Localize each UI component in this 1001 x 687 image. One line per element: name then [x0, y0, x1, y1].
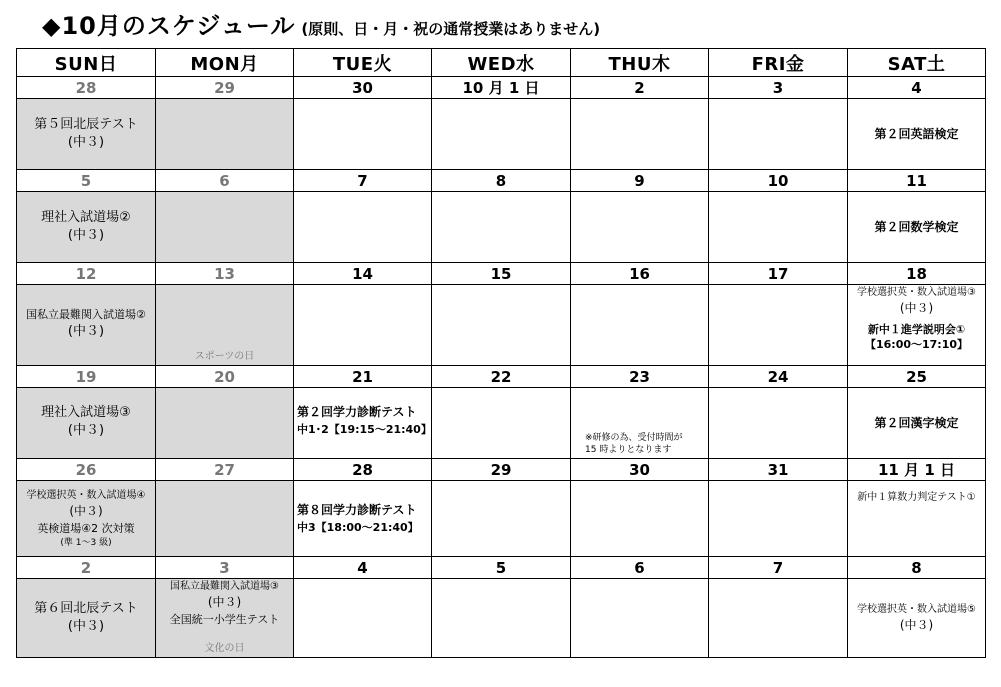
event-cell — [17, 192, 156, 263]
date-cell: 31 — [709, 459, 848, 481]
date-cell: 18 — [848, 263, 986, 285]
event-cell — [571, 579, 709, 658]
weekday-header-fri: FRI金 — [709, 49, 848, 77]
event-cell — [17, 579, 156, 658]
event-text: 全国統一小学生テスト — [169, 613, 280, 626]
date-cell: 7 — [709, 557, 848, 579]
event-cell — [432, 388, 571, 459]
event-cell — [294, 192, 432, 263]
weekday-header-wed: WED水 — [432, 49, 571, 77]
event-cell — [432, 192, 571, 263]
date-cell: 2 — [571, 77, 709, 99]
date-cell: 11 — [848, 170, 986, 192]
weekday-header-row — [17, 49, 986, 77]
date-cell: 8 — [432, 170, 571, 192]
date-cell: 11 月 1 日 — [848, 459, 986, 481]
event-cell — [709, 481, 848, 557]
event-cell — [709, 579, 848, 658]
date-cell: 7 — [294, 170, 432, 192]
date-cell: 29 — [156, 77, 294, 99]
date-cell: 16 — [571, 263, 709, 285]
event-text: 第２回学力診断テスト — [297, 405, 417, 419]
event-row — [17, 388, 986, 459]
event-text: 第８回学力診断テスト — [297, 502, 417, 517]
date-cell: 17 — [709, 263, 848, 285]
date-cell: 23 — [571, 366, 709, 388]
event-cell — [709, 99, 848, 170]
date-cell: 12 — [17, 263, 156, 285]
date-cell: 8 — [848, 557, 986, 579]
date-cell: 6 — [156, 170, 294, 192]
event-text: (中３) — [67, 135, 105, 150]
weekday-header-mon: MON月 — [156, 49, 294, 77]
event-text: (中３) — [67, 423, 105, 438]
page-subtitle: (原則、日・月・祝の通常授業はありません) — [301, 20, 601, 38]
event-text: (中３) — [899, 617, 934, 632]
date-row — [17, 557, 986, 579]
date-cell: 6 — [571, 557, 709, 579]
holiday-label: スポーツの日 — [194, 351, 255, 362]
event-text: (中３) — [67, 228, 105, 243]
event-text: 【16:00～17:10】 — [864, 338, 969, 351]
event-cell — [848, 99, 986, 170]
event-text: (中３) — [69, 503, 103, 518]
date-cell: 22 — [432, 366, 571, 388]
date-row — [17, 366, 986, 388]
event-cell — [156, 388, 294, 459]
event-row — [17, 579, 986, 658]
event-cell — [156, 285, 294, 366]
event-text: 中1･2【19:15～21:40】 — [297, 423, 432, 436]
event-text: 学校選択英・数入試道場④ — [26, 489, 146, 501]
event-cell — [571, 99, 709, 170]
date-cell: 21 — [294, 366, 432, 388]
event-row — [17, 285, 986, 366]
event-cell — [294, 99, 432, 170]
date-cell: 3 — [709, 77, 848, 99]
event-text: 理社入試道場③ — [41, 405, 131, 420]
event-row — [17, 192, 986, 263]
event-cell — [848, 481, 986, 557]
date-cell: 9 — [571, 170, 709, 192]
date-cell: 5 — [432, 557, 571, 579]
event-text: 第２回英語検定 — [874, 126, 959, 141]
event-row — [17, 99, 986, 170]
event-text: 新中１算数力判定テスト① — [857, 492, 976, 503]
event-cell — [432, 99, 571, 170]
event-text: (準 1～3 級) — [60, 537, 112, 548]
event-text: 第６回北辰テスト — [34, 601, 138, 616]
date-cell: 25 — [848, 366, 986, 388]
event-text: 第２回数学検定 — [874, 219, 959, 234]
date-cell: 26 — [17, 459, 156, 481]
date-cell: 30 — [294, 77, 432, 99]
date-cell: 5 — [17, 170, 156, 192]
date-cell: 29 — [432, 459, 571, 481]
date-cell: 13 — [156, 263, 294, 285]
date-cell: 28 — [17, 77, 156, 99]
event-row — [17, 481, 986, 557]
event-cell — [848, 388, 986, 459]
event-cell — [156, 99, 294, 170]
holiday-label: 文化の日 — [204, 643, 245, 654]
date-cell: 20 — [156, 366, 294, 388]
event-text: 英検道場④2 次対策 — [37, 521, 135, 535]
date-cell: 4 — [848, 77, 986, 99]
date-cell: 10 月 1 日 — [432, 77, 571, 99]
event-text: (中３) — [67, 619, 105, 634]
date-cell: 19 — [17, 366, 156, 388]
event-cell — [571, 285, 709, 366]
date-cell: 28 — [294, 459, 432, 481]
event-text: (中３) — [899, 301, 934, 315]
date-row — [17, 77, 986, 99]
event-cell — [848, 579, 986, 658]
event-cell — [17, 285, 156, 366]
date-cell: 15 — [432, 263, 571, 285]
event-text: 国私立最難関入試道場② — [26, 308, 146, 321]
event-cell — [709, 388, 848, 459]
event-cell — [294, 481, 432, 557]
event-text: (中３) — [67, 324, 105, 339]
date-cell: 24 — [709, 366, 848, 388]
event-text: 新中１進学説明会① — [867, 323, 966, 336]
event-cell — [848, 285, 986, 366]
event-cell — [156, 579, 294, 658]
event-cell — [17, 99, 156, 170]
event-cell — [571, 388, 709, 459]
event-text: 第２回漢字検定 — [874, 415, 959, 430]
event-text: 学校選択英・数入試道場⑤ — [857, 603, 976, 615]
event-cell — [17, 481, 156, 557]
event-cell — [848, 192, 986, 263]
event-cell — [709, 285, 848, 366]
event-text: (中３) — [207, 595, 242, 609]
event-text: 第５回北辰テスト — [34, 117, 138, 132]
event-text: 中3【18:00～21:40】 — [297, 520, 419, 534]
event-cell — [294, 388, 432, 459]
event-cell — [571, 481, 709, 557]
date-row — [17, 170, 986, 192]
weekday-header-sat: SAT土 — [848, 49, 986, 77]
date-cell: 30 — [571, 459, 709, 481]
event-text: 理社入試道場② — [41, 210, 131, 225]
note-text: ※研修の為、受付時間が — [585, 433, 683, 443]
date-cell: 27 — [156, 459, 294, 481]
weekday-header-thu: THU木 — [571, 49, 709, 77]
event-cell — [432, 579, 571, 658]
event-text: 国私立最難関入試道場③ — [170, 581, 279, 592]
page-title: ◆10月のスケジュール — [42, 12, 296, 40]
title-block — [42, 6, 600, 46]
event-cell — [432, 285, 571, 366]
note-text: 15 時よりとなります — [585, 445, 672, 455]
date-cell: 4 — [294, 557, 432, 579]
date-cell: 14 — [294, 263, 432, 285]
event-cell — [156, 481, 294, 557]
event-cell — [17, 388, 156, 459]
note-block — [571, 432, 708, 456]
calendar-table — [16, 48, 986, 658]
event-text: 学校選択英・数入試道場③ — [857, 287, 976, 298]
date-cell: 10 — [709, 170, 848, 192]
event-cell — [571, 192, 709, 263]
date-row — [17, 263, 986, 285]
date-cell: 2 — [17, 557, 156, 579]
date-row — [17, 459, 986, 481]
weekday-header-sun: SUN日 — [17, 49, 156, 77]
event-cell — [709, 192, 848, 263]
event-cell — [294, 579, 432, 658]
event-cell — [294, 285, 432, 366]
date-cell: 3 — [156, 557, 294, 579]
event-cell — [432, 481, 571, 557]
event-cell — [156, 192, 294, 263]
weekday-header-tue: TUE火 — [294, 49, 432, 77]
